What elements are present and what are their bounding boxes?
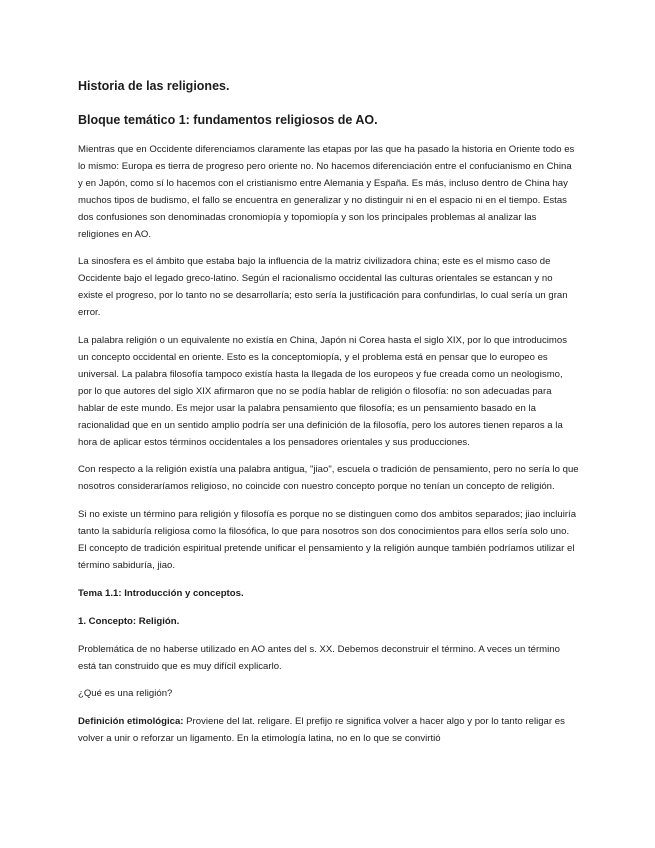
section-heading-concepto: 1. Concepto: Religión. bbox=[78, 615, 180, 627]
paragraph-3: La palabra religión o un equivalente no existía en China, Japón ni Corea hasta el siglo XIX, por lo que introducimos un concepto occidental en oriente. Esto es la conceptomiopía, y el problema está en pensar que lo europeo es universal. La palabra filosofía tampoco existía hasta la llegada de los europeos y fue creada como un neologismo, por lo que autores del siglo XIX afirmaron que no se podía hablar de religión o filosofía: no son adecuadas para hablar de este mundo. Es mejor usar la palabra pensamiento que filosofía; es un pensamiento basado en la racionalidad que en un sentido amplio podría ser una definición de la filosofía, pero los autores tienen reparos a la hora de aplicar estos términos occidentales a los pensadores orientales y sus producciones. bbox=[78, 335, 567, 448]
document-title: Historia de las religiones. bbox=[78, 79, 230, 93]
paragraph-1: Mientras que en Occidente diferenciamos claramente las etapas por las que ha pasado la historia en Oriente todo es lo mismo: Europa es tierra de progreso pero oriente no. No hacemos diferenciación entre el confucianismo en China y en Japón, como sí lo hacemos con el cristianismo entre Alemania y España. Es más, incluso dentro de China hay muchos tipos de budismo, el fallo se encuentra en generalizar y no distinguir ni en el espacio ni en el tiempo. Estas dos confusiones son denominadas cronomiopía y topomiopía y son los principales problemas al analizar las religiones en AO. bbox=[78, 144, 575, 240]
paragraph-6: Problemática de no haberse utilizado en AO antes del s. XX. Debemos deconstruir el término. A veces un término está tan construido que es muy difícil explicarlo. bbox=[78, 643, 560, 672]
document-subtitle: Bloque temático 1: fundamentos religiosos de AO. bbox=[78, 113, 378, 127]
paragraph-2: La sinosfera es el ámbito que estaba bajo la influencia de la matriz civilizadora china; este es el mismo caso de Occidente bajo el legado greco-latino. Según el racionalismo occidental las culturas orientales se estancan y no existe el progreso, por lo tanto no se desarrollaría; esto sería la justificación para confundirlas, lo cual sería un gran error. bbox=[78, 256, 568, 319]
section-heading-tema: Tema 1.1: Introducción y conceptos. bbox=[78, 587, 244, 599]
paragraph-4: Con respecto a la religión existía una palabra antigua, "jiao", escuela o tradición de pensamiento, pero no sería lo que nosotros consideraríamos religioso, no coincide con nuestro concepto porque no tenían un concepto de religión. bbox=[78, 464, 579, 493]
paragraph-5: Si no existe un término para religión y filosofía es porque no se distinguen como dos ambitos separados; jiao incluiría tanto la sabiduría religiosa como la filosófica, lo que para nosotros son dos conocimientos para ellos sería solo uno. El concepto de tradición espiritual pretende unificar el pensamiento y la religión aunque también podríamos utilizar el término sabiduría, jiao. bbox=[78, 509, 577, 571]
paragraph-definition bbox=[78, 714, 579, 748]
definition-term: Definición etimológica: bbox=[78, 716, 184, 728]
paragraph-question: ¿Qué es una religión? bbox=[78, 688, 173, 700]
definition-text: Proviene del lat. religare. El prefijo re significa volver a hacer algo y por lo tanto religar es volver a unir o reforzar un ligamento. En la etimología latina, no en lo que se convirtió bbox=[78, 716, 565, 745]
